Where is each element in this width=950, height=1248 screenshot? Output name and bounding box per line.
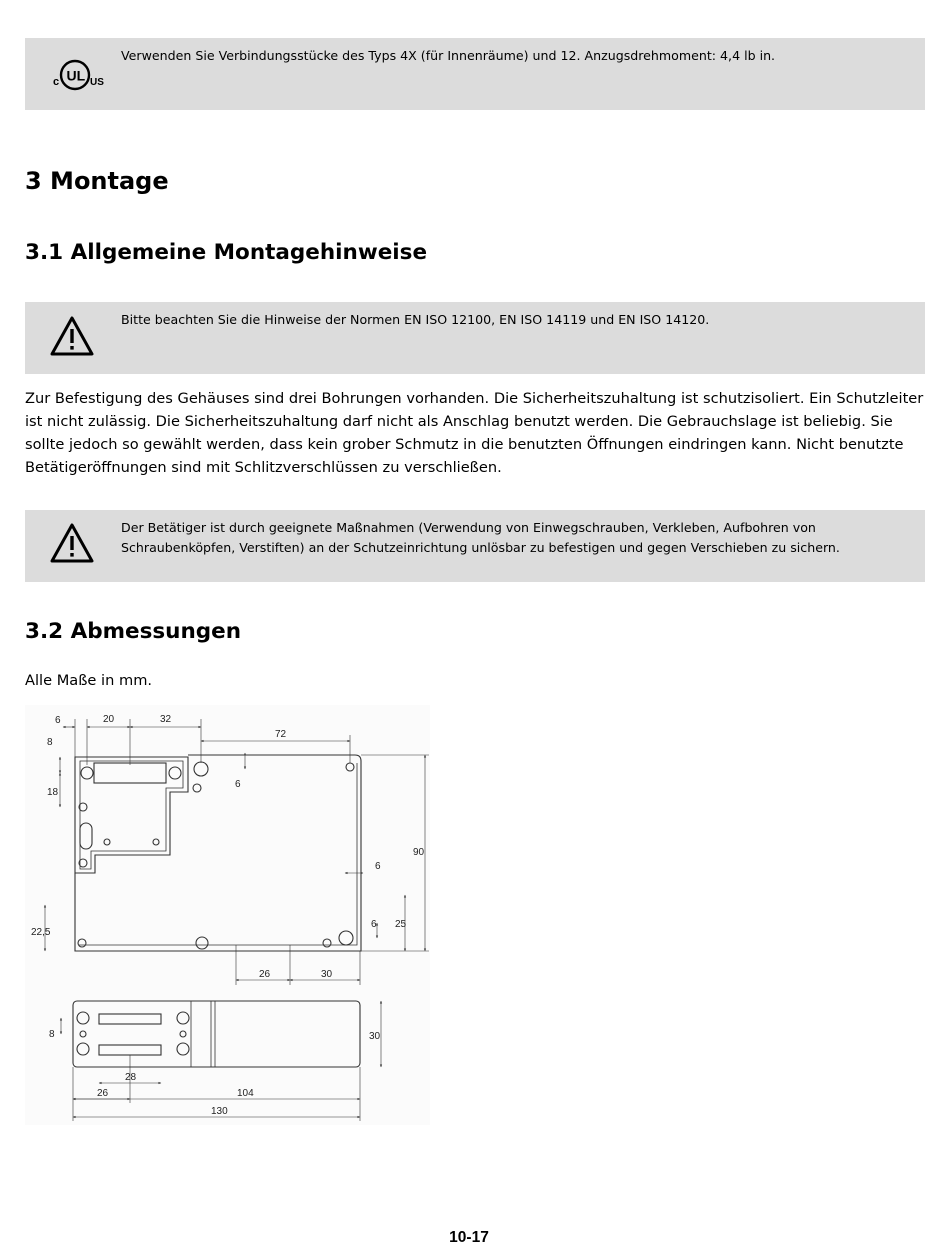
dim-side-130: 130 — [211, 1106, 228, 1117]
cul-c-letter: c — [53, 76, 60, 88]
dim-6-top: 6 — [235, 779, 241, 790]
dim-32: 32 — [160, 714, 172, 725]
dim-side-30: 30 — [369, 1031, 381, 1042]
dimension-drawing-svg — [25, 705, 430, 1125]
dim-26: 26 — [259, 969, 271, 980]
warning-text-standards: Bitte beachten Sie die Hinweise der Normen EN ISO 12100, EN ISO 14119 und EN ISO 14120. — [121, 312, 710, 327]
cul-us-letters: US — [90, 77, 104, 88]
dim-20: 20 — [103, 714, 115, 725]
dim-72: 72 — [275, 729, 287, 740]
warning-notice-actuator — [25, 510, 925, 582]
section-title: 3 Montage — [25, 167, 169, 195]
warning-triangle-icon — [49, 315, 95, 361]
dim-30: 30 — [321, 969, 333, 980]
dim-25: 25 — [395, 919, 407, 930]
dim-8: 8 — [47, 737, 53, 748]
subsection-title-dimensions: 3.2 Abmessungen — [25, 619, 242, 644]
dim-side-104: 104 — [237, 1088, 254, 1099]
warning-notice-standards — [25, 302, 925, 374]
ul-notice-text: Verwenden Sie Verbindungsstücke des Typs 4X (für Innenräume) und 12. Anzugsdrehmoment: 4,4 lb in. — [121, 48, 776, 63]
units-note: Alle Maße in mm. — [25, 672, 153, 689]
warning-text-actuator: Der Betätiger ist durch geeignete Maßnahmen (Verwendung von Einwegschrauben, Verkleben, Aufbohren von Schraubenköpfen, Verstiften) an der Schutzeinrichtung unlösbar zu befestigen und gegen Verschieben zu sichern. — [121, 520, 840, 555]
dim-side-28: 28 — [125, 1072, 137, 1083]
page-number: 10-17 — [449, 1229, 489, 1246]
ul-notice — [25, 38, 925, 110]
dim-6: 6 — [55, 715, 61, 726]
warning-triangle-icon — [49, 522, 95, 568]
subsection-title-mounting: 3.1 Allgemeine Montagehinweise — [25, 240, 428, 265]
dim-side-8: 8 — [49, 1029, 55, 1040]
dim-18: 18 — [47, 787, 59, 798]
dim-22-5: 22,5 — [31, 927, 51, 938]
dim-6-hole: 6 — [371, 919, 377, 930]
dim-side-26: 26 — [97, 1088, 109, 1099]
dim-90: 90 — [413, 847, 425, 858]
mounting-paragraph: Zur Befestigung des Gehäuses sind drei Bohrungen vorhanden. Die Sicherheitszuhaltung ist schutzisoliert. Ein Schutzleiter ist nicht zulässig. Die Sicherheitszuhaltung darf nicht als Anschlag benutzt werden. Die Gebrauchslage ist beliebig. Sie sollte jedoch so gewählt werden, dass kein grober Schmutz in die benutzten Öffnungen eindringen kann. Nicht benutzte Betätigeröffnungen sind mit Schlitzverschlüssen zu verschließen. — [25, 390, 924, 476]
cul-ul-letters: UL — [66, 67, 86, 84]
dim-6-right: 6 — [375, 861, 381, 872]
cul-us-certification-icon — [51, 58, 109, 98]
dimension-drawing — [25, 705, 430, 1129]
